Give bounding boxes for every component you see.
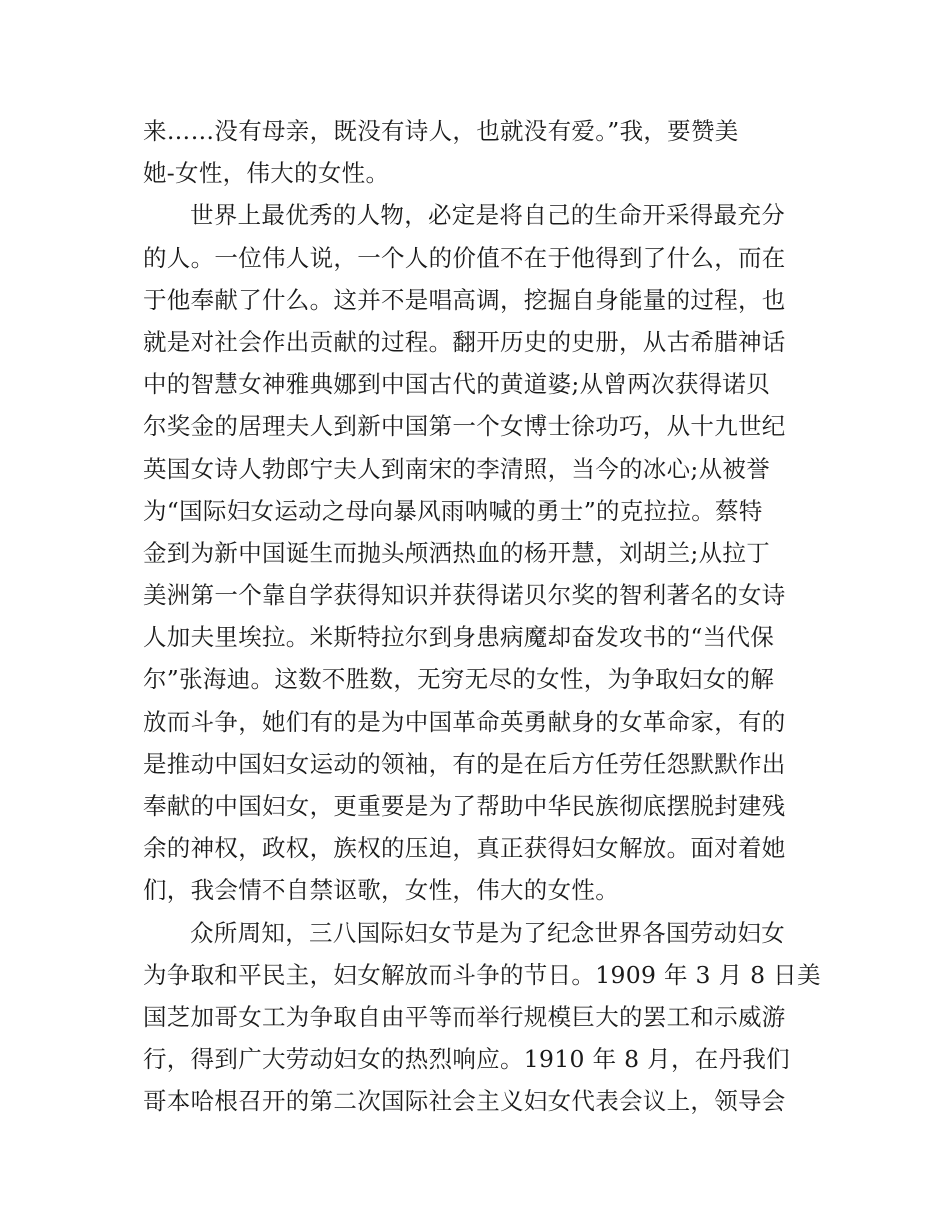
text-line: 众所周知，三八国际妇女节是为了纪念世界各国劳动妇女 <box>190 918 785 947</box>
text-line: 于他奉献了什么。这并不是唱高调，挖掘自身能量的过程，也 <box>143 285 786 314</box>
text-line: 余的神权，政权，族权的压迫，真正获得妇女解放。面对着她 <box>143 834 786 863</box>
text-line: 就是对社会作出贡献的过程。翻开历史的史册，从古希腊神话 <box>143 327 786 356</box>
paragraph <box>143 194 823 911</box>
text-line: 美洲第一个靠自学获得知识并获得诺贝尔奖的智利著名的女诗 <box>143 581 786 610</box>
text-line: 奉献的中国妇女，更重要是为了帮助中华民族彻底摆脱封建残 <box>143 792 786 820</box>
text-line: 哥本哈根召开的第二次国际社会主义妇女代表会议上，领导会 <box>143 1087 786 1116</box>
text-line: 来……没有母亲，既没有诗人，也就没有爱。”我，要赞美 <box>143 117 739 145</box>
text-line: 国芝加哥女工为争取自由平等而举行规模巨大的罢工和示威游 <box>143 1002 786 1031</box>
text-line: 行，得到广大劳动妇女的热烈响应。1910 年 8 月，在丹我们 <box>143 1045 790 1074</box>
text-line: 放而斗争，她们有的是为中国革命英勇献身的女革命家，有的 <box>143 707 786 736</box>
text-line: 她-女性，伟大的女性。 <box>143 159 390 188</box>
paragraph <box>143 912 823 1123</box>
text-line: 人加夫里埃拉。米斯特拉尔到身患病魔却奋发攻书的“当代保 <box>143 623 775 652</box>
text-line: 们，我会情不自禁讴歌，女性，伟大的女性。 <box>143 876 619 905</box>
text-line: 金到为新中国诞生而抛头颅洒热血的杨开慧，刘胡兰;从拉丁 <box>143 538 771 567</box>
text-line: 中的智慧女神雅典娜到中国古代的黄道婆;从曾两次获得诺贝 <box>143 370 771 399</box>
text-line: 是推动中国妇女运动的领袖，有的是在后方任劳任怨默默作出 <box>143 749 786 778</box>
text-line: 英国女诗人勃郎宁夫人到南宋的李清照，当今的冰心;从被誉 <box>143 454 771 483</box>
text-line: 世界上最优秀的人物，必定是将自己的生命开采得最充分 <box>190 201 785 230</box>
text-line: 尔奖金的居理夫人到新中国第一个女博士徐功巧，从十九世纪 <box>143 412 786 441</box>
text-line: 为“国际妇女运动之母向暴风雨呐喊的勇士”的克拉拉。蔡特 <box>143 496 763 525</box>
text-line: 尔”张海迪。这数不胜数，无穷无尽的女性，为争取妇女的解 <box>143 665 775 694</box>
paragraph <box>143 110 823 194</box>
text-line: 为争取和平民主，妇女解放而斗争的节日。1909 年 3 月 8 日美 <box>143 960 821 989</box>
text-line: 的人。一位伟人说，一个人的价值不在于他得到了什么，而在 <box>143 243 786 272</box>
document-body <box>143 110 823 1123</box>
